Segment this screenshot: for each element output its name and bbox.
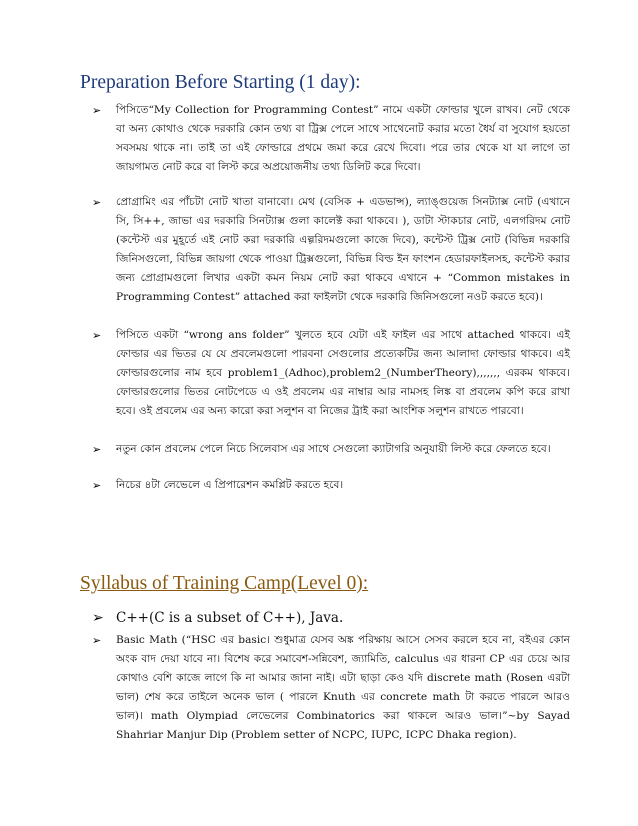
arrow-bullet-icon: ➢	[92, 610, 104, 626]
list-item	[92, 440, 570, 459]
section-heading-preparation: Preparation Before Starting (1 day):	[80, 72, 361, 93]
list-item	[92, 631, 570, 745]
list-item-text: নিচের ৪টা লেভেলে এ প্রিপারেশন কমপ্লিট করতে হবে।	[116, 479, 344, 491]
list-item-text: C++(C is a subset of C++), Java.	[116, 610, 344, 626]
list-item	[92, 101, 570, 177]
arrow-bullet-icon: ➢	[92, 329, 102, 342]
list-item-text: নতুন কোন প্রবলেম পেলে নিচে সিলেবাস এর সাথে সেগুলো ক্যাটাগরি অনুযায়ী লিস্ট করে ফেলতে হবে।	[116, 443, 551, 455]
arrow-bullet-icon: ➢	[92, 443, 102, 456]
arrow-bullet-icon: ➢	[92, 196, 102, 209]
arrow-bullet-icon: ➢	[92, 104, 102, 117]
syllabus-list	[92, 608, 570, 745]
list-item	[92, 326, 570, 421]
list-item	[92, 608, 570, 629]
preparation-list	[92, 101, 570, 495]
section-heading-syllabus: Syllabus of Training Camp(Level 0):	[80, 573, 369, 594]
list-item-text: Basic Math (“HSC এর basic। শুধুমাত্র যেসব অঙ্ক পরিক্ষায় আসে সেসব করলে হবে না, বইএর কোন অংক বাদ দেয়া যাবে না। বিশেষ করে সমাবেশ-সন্নিবেশ, জ্যামিতি, calculus এর ধারনা CP এর চেয়ে আর কোথাও বেশি কাজে লাগে কি না আমার জানা নাই। এটা ছাড়া কেও যদি discrete math (Rosen এরটা ভাল) শেষ করে তাইলে অনেক ভাল ( পারলে Knuth এর concrete math টা করতে পারলে আরও ভাল)। math Olympiad লেভেলের Combinatorics করা থাকলে আরও ভাল।”~by Sayad Shahriar Manjur Dip (Problem setter of NCPC, IUPC, ICPC Dhaka region).	[116, 634, 570, 741]
list-item	[92, 193, 570, 307]
list-item-text: প্রোগ্রামিং এর পাঁচটা নোট খাতা বানাবো। মেথ (বেসিক + এডভান্স), ল্যাঙ্গুয়েজ সিনট্যাক্স নোট (এখানে সি, সি++, জাভা এর দরকারি সিনট্যাক্স গুলা কালেক্ট করা থাকবে। ), ডাটা স্টাকচার নোট, এলগরিদম নোট (কন্টেস্ট এর মুহূর্তে এই নোট করা দরকারি এল্গরিদমগুলো কাজে দিবে), কন্টেস্ট ট্রিক্স নোট (বিভিন্ন দরকারি জিনিসগুলো, বিভিন্ন জায়গা থেকে পাওয়া ট্রিক্সগুলো, বিভিন্ন বিল্ড ইন ফাংশন হেডারফাইলসহ, কন্টেস্ট করার জন্য প্রোগ্রামগুলো লিখার একটা কমন নিয়ম নোট করা থাকবে এখানে + “Common mistakes in Programming Contest” attached করা ফাইলটা থেকে দরকারি জিনিসগুলো নওট করতে হবে)।	[116, 196, 570, 303]
arrow-bullet-icon: ➢	[92, 634, 102, 647]
list-item-text: পিসিতে একটা “wrong ans folder” খুলতে হবে যেটা এই ফাইল এর সাথে attached থাকবে। এই ফোল্ডার এর ভিতর যে যে প্রবলেমগুলো পারবনা সেগুলোর প্রত্যেকটির জন্য আলাদা ফোল্ডার থাকবে। এই ফোল্ডারগুলোর নাম হবে problem1_(Adhoc),problem2_(NumberTheory),,,,,,, এরকম থাকবে। ফোল্ডারগুলোর ভিতর নোটপেডে এ ওই প্রবলেম এর নাম্বার আর নামসহ লিঙ্ক বা প্রবলেম কপি করে রাখা হবে। ওই প্রবলেম এর অন্য কারো করা সলুশন বা নিজের ট্রাই করা আংশিক সলুশন রাখতে পারবো।	[116, 329, 570, 417]
list-item	[92, 476, 570, 495]
list-item-text: পিসিতে“My Collection for Programming Contest” নামে একটা ফোল্ডার খুলে রাখব। নেট থেকে বা অন্য কোথাও থেকে দরকারি কোন তথ্য বা ট্রিক্স পেলে সাথে সাথেনোট করার মতো ধৈর্য বা সুযোগ হয়তো সবসময় থাকে না। তাই তা এই ফোল্ডারে প্রথমে জমা করে রেখে দিবো। পরে তার থেকে যা যা লাগে তা জায়গামত নোট করে বা লিস্ট করে অপ্রয়োজনীয় তথ্য ডিলিট করে দিবো।	[116, 104, 570, 173]
arrow-bullet-icon: ➢	[92, 479, 102, 492]
